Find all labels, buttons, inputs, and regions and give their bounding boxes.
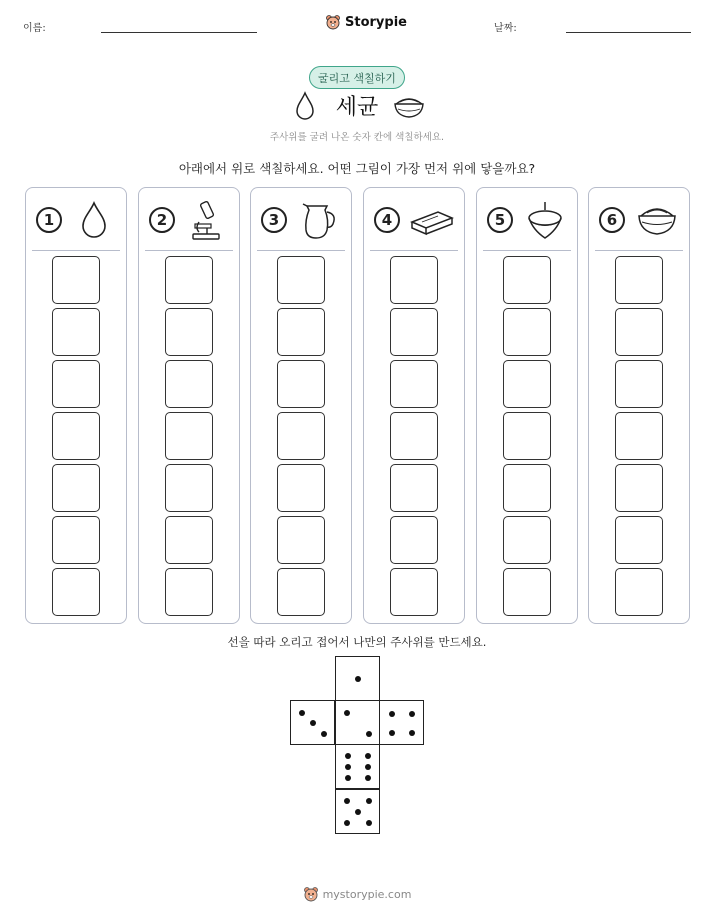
date-label: 날짜: [494, 23, 517, 34]
color-box[interactable] [615, 256, 663, 304]
brand-name: Storypie [345, 14, 407, 30]
color-box[interactable] [165, 412, 213, 460]
color-box[interactable] [390, 464, 438, 512]
column-number: 2 [149, 207, 175, 233]
pip [344, 798, 350, 804]
page-title: 세균 [335, 95, 379, 120]
color-box[interactable] [390, 412, 438, 460]
color-box[interactable] [615, 360, 663, 408]
color-box[interactable] [52, 360, 100, 408]
pip [321, 731, 327, 737]
color-box[interactable] [615, 464, 663, 512]
die-face-6 [335, 744, 380, 789]
pip [366, 798, 372, 804]
color-box[interactable] [165, 360, 213, 408]
footer-url[interactable]: mystorypie.com [322, 887, 412, 901]
pip [355, 809, 361, 815]
color-box[interactable] [165, 516, 213, 564]
pip [365, 764, 371, 770]
color-box[interactable] [277, 568, 325, 616]
column-4 [363, 187, 465, 624]
color-box[interactable] [503, 568, 551, 616]
color-box[interactable] [503, 516, 551, 564]
color-box[interactable] [503, 464, 551, 512]
cream-bowl-icon [635, 198, 679, 242]
soap-bar-icon [410, 198, 454, 242]
column-divider [257, 250, 345, 251]
color-box[interactable] [277, 412, 325, 460]
color-box[interactable] [165, 568, 213, 616]
color-box[interactable] [390, 308, 438, 356]
column-number: 6 [599, 207, 625, 233]
bear-icon [325, 14, 341, 30]
column-number: 1 [36, 207, 62, 233]
die-face-3 [290, 700, 335, 745]
color-box[interactable] [52, 308, 100, 356]
water-drop-icon [72, 198, 116, 242]
color-box[interactable] [390, 516, 438, 564]
color-box[interactable] [277, 308, 325, 356]
column-divider [595, 250, 683, 251]
color-box[interactable] [52, 256, 100, 304]
color-box[interactable] [277, 256, 325, 304]
pip [366, 820, 372, 826]
color-box[interactable] [503, 360, 551, 408]
column-number: 4 [374, 207, 400, 233]
cream-bowl-icon [392, 92, 426, 120]
pip [389, 730, 395, 736]
color-box[interactable] [52, 412, 100, 460]
color-box[interactable] [52, 568, 100, 616]
color-box[interactable] [390, 256, 438, 304]
pip [344, 820, 350, 826]
color-box[interactable] [503, 308, 551, 356]
brand-logo [325, 14, 407, 30]
pip [389, 711, 395, 717]
color-box[interactable] [615, 568, 663, 616]
die-face-5 [335, 789, 380, 834]
pip [345, 753, 351, 759]
color-box[interactable] [615, 412, 663, 460]
page-subtitle: 주사위를 굴려 나온 숫자 칸에 색칠하세요. [269, 132, 445, 143]
pip [345, 775, 351, 781]
die-face-2 [335, 700, 380, 745]
spinning-top-icon [523, 198, 567, 242]
color-box[interactable] [503, 256, 551, 304]
color-box[interactable] [277, 360, 325, 408]
color-box[interactable] [615, 308, 663, 356]
pip [299, 710, 305, 716]
color-box[interactable] [165, 464, 213, 512]
color-box[interactable] [277, 464, 325, 512]
pip [366, 731, 372, 737]
die-face-4 [379, 700, 424, 745]
column-6 [588, 187, 690, 624]
color-box[interactable] [52, 464, 100, 512]
name-line[interactable] [101, 32, 257, 33]
pip [409, 711, 415, 717]
pip [345, 764, 351, 770]
color-box[interactable] [390, 568, 438, 616]
bear-icon [303, 886, 319, 902]
color-box[interactable] [52, 516, 100, 564]
pip [365, 753, 371, 759]
footer [0, 886, 714, 902]
color-box[interactable] [165, 256, 213, 304]
color-box[interactable] [503, 412, 551, 460]
pip [310, 720, 316, 726]
column-5 [476, 187, 578, 624]
dice-instruction: 선을 따라 오리고 접어서 나만의 주사위를 만드세요. [227, 635, 487, 649]
pip [344, 710, 350, 716]
color-box[interactable] [390, 360, 438, 408]
name-label: 이름: [23, 23, 46, 34]
column-1 [25, 187, 127, 624]
color-box[interactable] [277, 516, 325, 564]
column-divider [370, 250, 458, 251]
pip [365, 775, 371, 781]
column-divider [32, 250, 120, 251]
coloring-instruction: 아래에서 위로 색칠하세요. 어떤 그림이 가장 먼저 위에 닿을까요? [178, 161, 536, 176]
column-3 [250, 187, 352, 624]
microscope-icon [185, 198, 229, 242]
color-box[interactable] [615, 516, 663, 564]
die-face-1 [335, 656, 380, 701]
date-line[interactable] [566, 32, 691, 33]
color-box[interactable] [165, 308, 213, 356]
column-number: 5 [487, 207, 513, 233]
pitcher-icon [297, 198, 341, 242]
pip [409, 730, 415, 736]
column-number: 3 [261, 207, 287, 233]
pip [355, 676, 361, 682]
column-2 [138, 187, 240, 624]
column-divider [145, 250, 233, 251]
activity-badge: 굴리고 색칠하기 [309, 66, 405, 89]
column-divider [483, 250, 571, 251]
